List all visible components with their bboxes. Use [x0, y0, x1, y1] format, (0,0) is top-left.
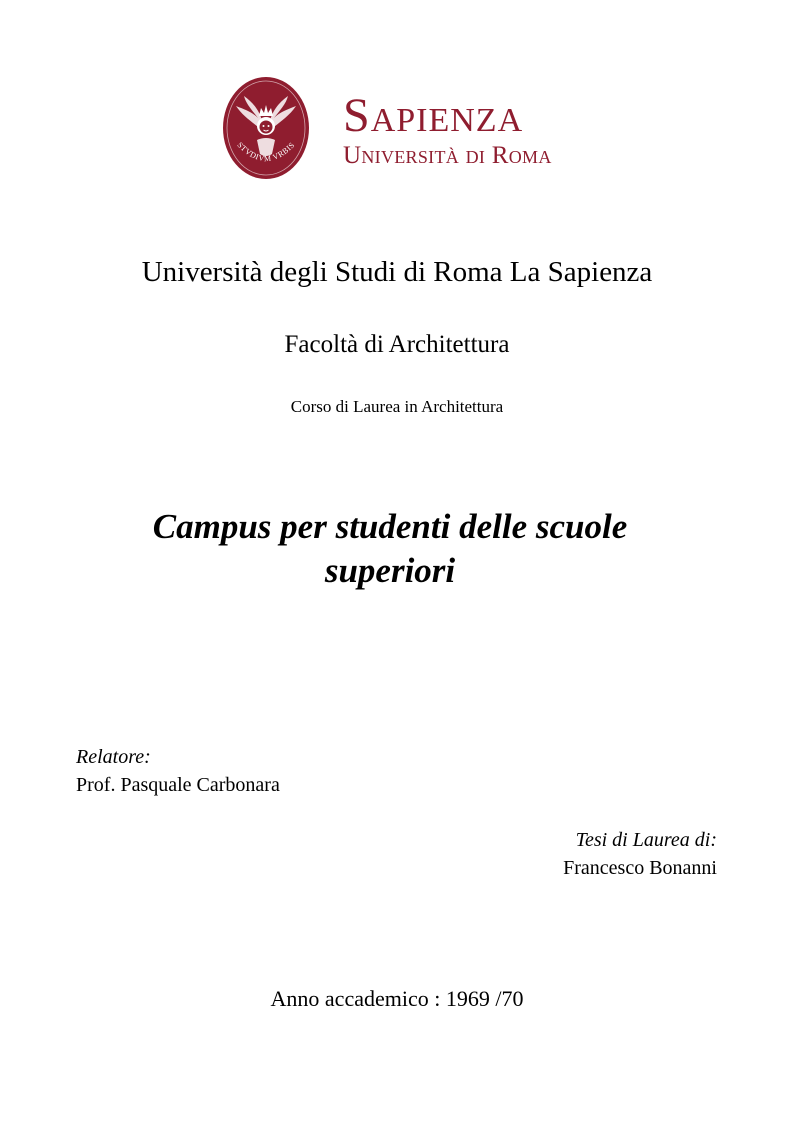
sapienza-seal-logo	[222, 76, 310, 180]
seal-motto: STVDIVM VRBIS	[235, 140, 297, 164]
university-name: Università degli Studi di Roma La Sapienza	[141, 256, 653, 288]
sapienza-wordmark: Sapienza	[343, 89, 524, 142]
sapienza-subtitle: Università di Roma	[343, 142, 552, 169]
author-label: Tesi di Laurea di:	[575, 829, 717, 851]
supervisor-label: Relatore:	[76, 746, 151, 768]
academic-year: Anno accademico : 1969 /70	[270, 986, 524, 1011]
faculty-name: Facoltà di Architettura	[284, 331, 510, 358]
degree-course: Corso di Laurea in Architettura	[290, 397, 504, 416]
thesis-title: Campus per studenti delle scuole superiori	[152, 507, 628, 590]
supervisor-name: Prof. Pasquale Carbonara	[76, 774, 280, 796]
author-name: Francesco Bonanni	[563, 857, 717, 879]
